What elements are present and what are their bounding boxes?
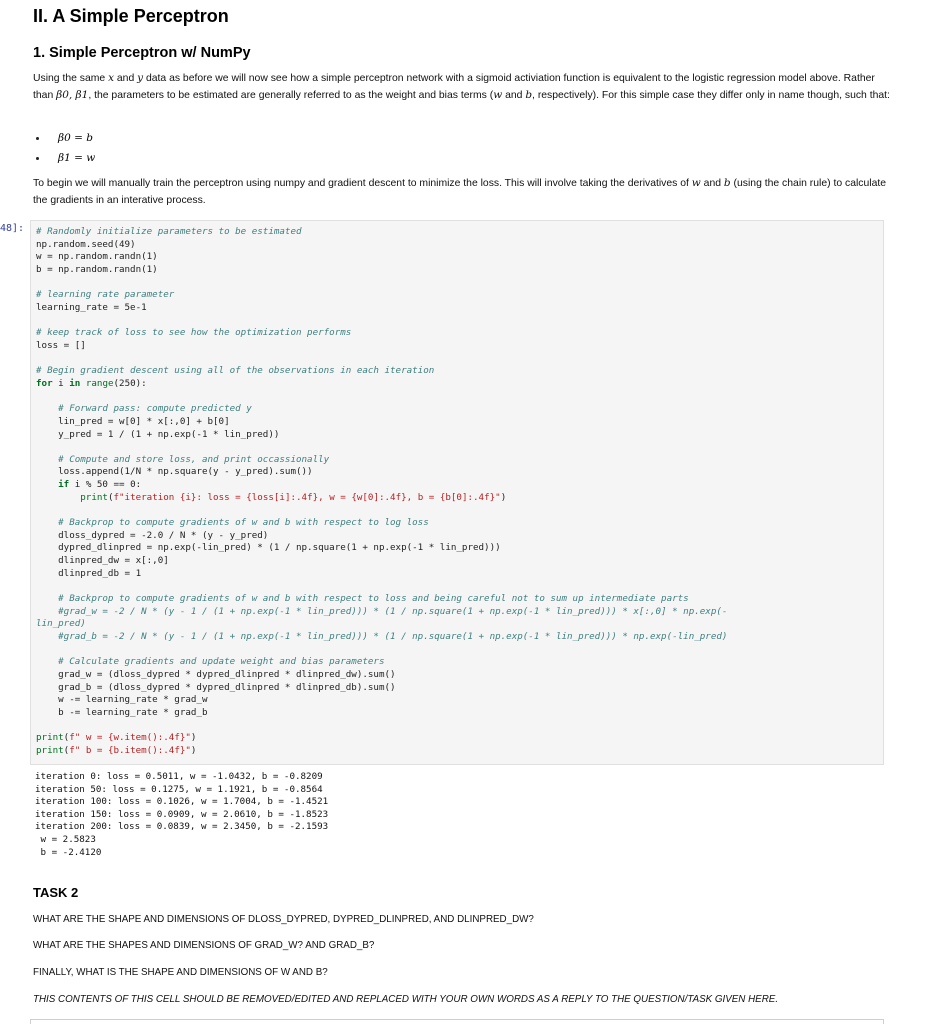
task-question-3: FINALLY, WHAT IS THE SHAPE AND DIMENSIONS OF W AND B? [33, 967, 328, 978]
code-line: # Compute and store loss, and print occassionally [36, 453, 330, 465]
cell-prompt: 48]: [0, 223, 25, 234]
code-line: grad_w = (dloss_dypred * dypred_dlinpred * dlinpred_dw).sum() [36, 668, 396, 680]
code-line: if i % 50 == 0: [58, 479, 142, 491]
code-line: dlinpred_dw = x[:,0] [36, 555, 169, 567]
code-line: # keep track of loss to see how the optimization performs [36, 327, 352, 339]
bullet-icon [36, 157, 39, 160]
code-line: # Forward pass: compute predicted y [36, 403, 252, 415]
code-line: loss = [] [36, 339, 86, 351]
code-line: #grad_w = -2 / N * (y - 1 / (1 + np.exp(-1 * lin_pred))) * (1 / np.square(1 + np.exp(-1 * lin_pred))) * x[:,0] * np.exp(- [36, 605, 728, 617]
task-question-1: WHAT ARE THE SHAPE AND DIMENSIONS OF DLOSS_DYPRED, DYPRED_DLINPRED, AND DLINPRED_DW? [33, 914, 534, 925]
code-line: #grad_b = -2 / N * (y - 1 / (1 + np.exp(-1 * lin_pred))) * (1 / np.square(1 + np.exp(-1 * lin_pred))) * np.exp(-lin_pred) [36, 631, 728, 642]
code-cell[interactable] [30, 220, 884, 765]
code-line: print(f" w = {w.item():.4f}") [36, 732, 197, 744]
code-line: print(f" b = {b.item():.4f}") [36, 744, 197, 756]
code-line: dlinpred_db = 1 [36, 567, 142, 579]
code-line: # Calculate gradients and update weight and bias parameters [36, 656, 385, 668]
code-line [36, 315, 727, 328]
cell-output [35, 771, 328, 859]
code-line: # Randomly initialize parameters to be estimated [36, 226, 302, 237]
output-line: iteration 100: loss = 0.1026, w = 1.7004, b = -1.4521 [35, 796, 329, 808]
code-line [36, 353, 727, 366]
training-paragraph: To begin we will manually train the perceptron using numpy and gradient descent to minimize the loss. This will involve taking the derivatives of w and b (using the chain rule) to calculate the gradients in an interative process. [33, 177, 887, 206]
code-line: grad_b = (dloss_dypred * dypred_dlinpred * dlinpred_db).sum() [36, 681, 396, 693]
code-line: dypred_dlinpred = np.exp(-lin_pred) * (1 / np.square(1 + np.exp(-1 * lin_pred))) [36, 542, 501, 554]
code-line [36, 391, 727, 404]
output-line: w = 2.5823 [35, 833, 96, 845]
bullet-icon [36, 137, 39, 140]
section-heading: II. A Simple Perceptron [33, 6, 229, 26]
parameter-bullet-list [36, 128, 95, 168]
code-line: w -= learning_rate * grad_w [36, 694, 208, 706]
code-line: b = np.random.randn(1) [36, 263, 158, 275]
code-line [36, 580, 727, 593]
code-line: dloss_dypred = -2.0 / N * (y - y_pred) [36, 529, 269, 541]
code-line: loss.append(1/N * np.square(y - y_pred).sum()) [36, 466, 313, 478]
code-line: y_pred = 1 / (1 + np.exp(-1 * lin_pred)) [36, 428, 280, 440]
output-line: iteration 150: loss = 0.0909, w = 2.0610, b = -1.8523 [35, 808, 329, 820]
code-line: np.random.seed(49) [36, 238, 136, 250]
list-item: β0 = b [36, 128, 95, 148]
code-line [36, 644, 727, 657]
code-line [36, 504, 727, 517]
code-line: learning_rate = 5e-1 [36, 301, 147, 313]
code-line: # Backprop to compute gradients of w and b with respect to log loss [36, 517, 429, 529]
code-line: print(f"iteration {i}: loss = {loss[i]:.4f}, w = {w[0]:.4f}, b = {b[0]:.4f}") [80, 491, 507, 503]
code-line: # learning rate parameter [36, 289, 175, 301]
code-line: for i in range(250): [36, 377, 147, 389]
code-line: lin_pred = w[0] * x[:,0] + b[0] [36, 415, 230, 427]
output-line: iteration 0: loss = 0.5011, w = -1.0432, b = -0.8209 [35, 771, 323, 782]
output-line: b = -2.4120 [35, 846, 102, 858]
output-line: iteration 50: loss = 0.1275, w = 1.1921, b = -0.8564 [35, 783, 323, 795]
code-line: b -= learning_rate * grad_b [36, 706, 208, 718]
code-line: # Begin gradient descent using all of the observations in each iteration [36, 365, 435, 377]
code-line [36, 441, 727, 454]
next-code-cell[interactable] [30, 1019, 884, 1024]
output-line: iteration 200: loss = 0.0839, w = 2.3450, b = -2.1593 [35, 821, 329, 833]
task-question-2: WHAT ARE THE SHAPES AND DIMENSIONS OF GRAD_W? AND GRAD_B? [33, 940, 375, 951]
task-note: THIS CONTENTS OF THIS CELL SHOULD BE REMOVED/EDITED AND REPLACED WITH YOUR OWN WORDS AS A REPLY TO THE QUESTION/TASK GIVEN HERE. [33, 994, 779, 1005]
code-editor[interactable] [36, 226, 727, 758]
task-title: TASK 2 [33, 885, 79, 900]
code-line [36, 277, 727, 290]
code-line: w = np.random.randn(1) [36, 251, 158, 263]
intro-paragraph: Using the same x and y data as before we will now see how a simple perceptron network with a sigmoid activiation function is equivalent to the logistic regression model above. Rather than β0, β1, the parameters to be estimated are generally referred to as the weight and bias terms (w and b, respectively). For this simple case they differ only in name though, such that: [33, 72, 890, 101]
subsection-heading: 1. Simple Perceptron w/ NumPy [33, 45, 251, 61]
list-item: β1 = w [36, 148, 95, 168]
code-line: # Backprop to compute gradients of w and b with respect to loss and being careful not to sum up intermediate parts [36, 593, 689, 605]
code-line [36, 720, 727, 733]
code-line: lin_pred) [36, 618, 86, 630]
